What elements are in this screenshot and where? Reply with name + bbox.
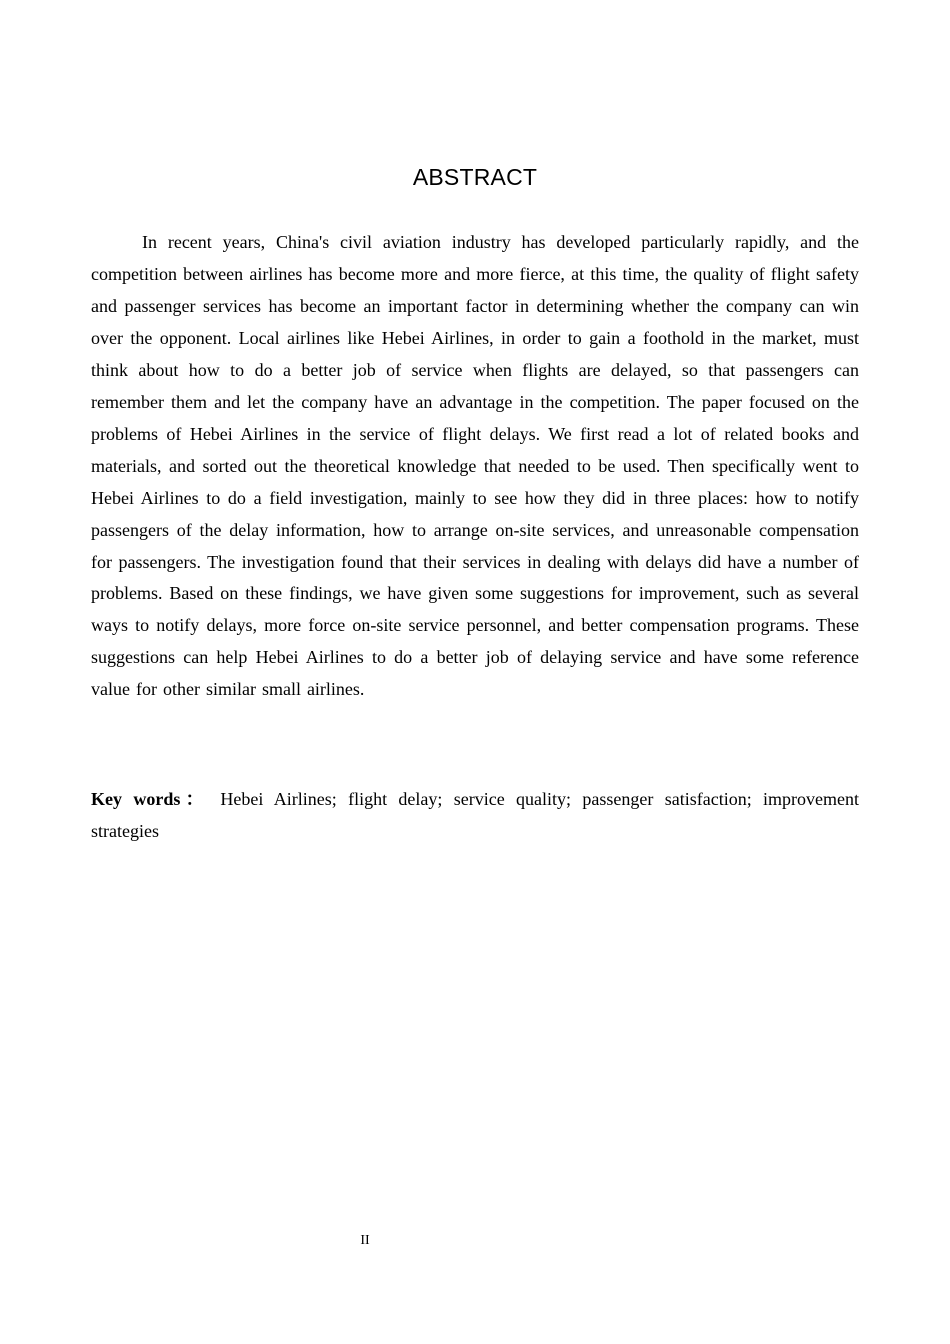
page-number: II [360,1233,370,1248]
abstract-paragraph: In recent years, China's civil aviation industry has developed particularly rapidly, and the competition between airlines has become more and more fierce, at this time, the quality of flight safety and passenger services has become an important factor in determining whether the company can win over the opponent. Local airlines like Hebei Airlines, in order to gain a foothold in the market, must think about how to do a better job of service when flights are delayed, so that passengers can remember them and let the company have an advantage in the competition. The paper focused on the problems of Hebei Airlines in the service of flight delays. We first read a lot of related books and materials, and sorted out the theoretical knowledge that needed to be used. Then specifically went to Hebei Airlines to do a field investigation, mainly to see how they did in three places: how to notify passengers of the delay information, how to arrange on-site services, and unreasonable compensation for passengers. The investigation found that their services in dealing with delays did have a number of problems. Based on these findings, we have given some suggestions for improvement, such as several ways to notify delays, more force on-site service personnel, and better compensation programs. These suggestions can help Hebei Airlines to do a better job of delaying service and have some reference value for other similar small airlines. [91,232,859,700]
keywords-label: Key words： [91,789,210,809]
abstract-title: ABSTRACT [412,164,538,190]
keywords-line [91,783,859,847]
keywords-text: Hebei Airlines; flight delay; service quality; passenger satisfaction; improvement strategies [91,789,860,841]
